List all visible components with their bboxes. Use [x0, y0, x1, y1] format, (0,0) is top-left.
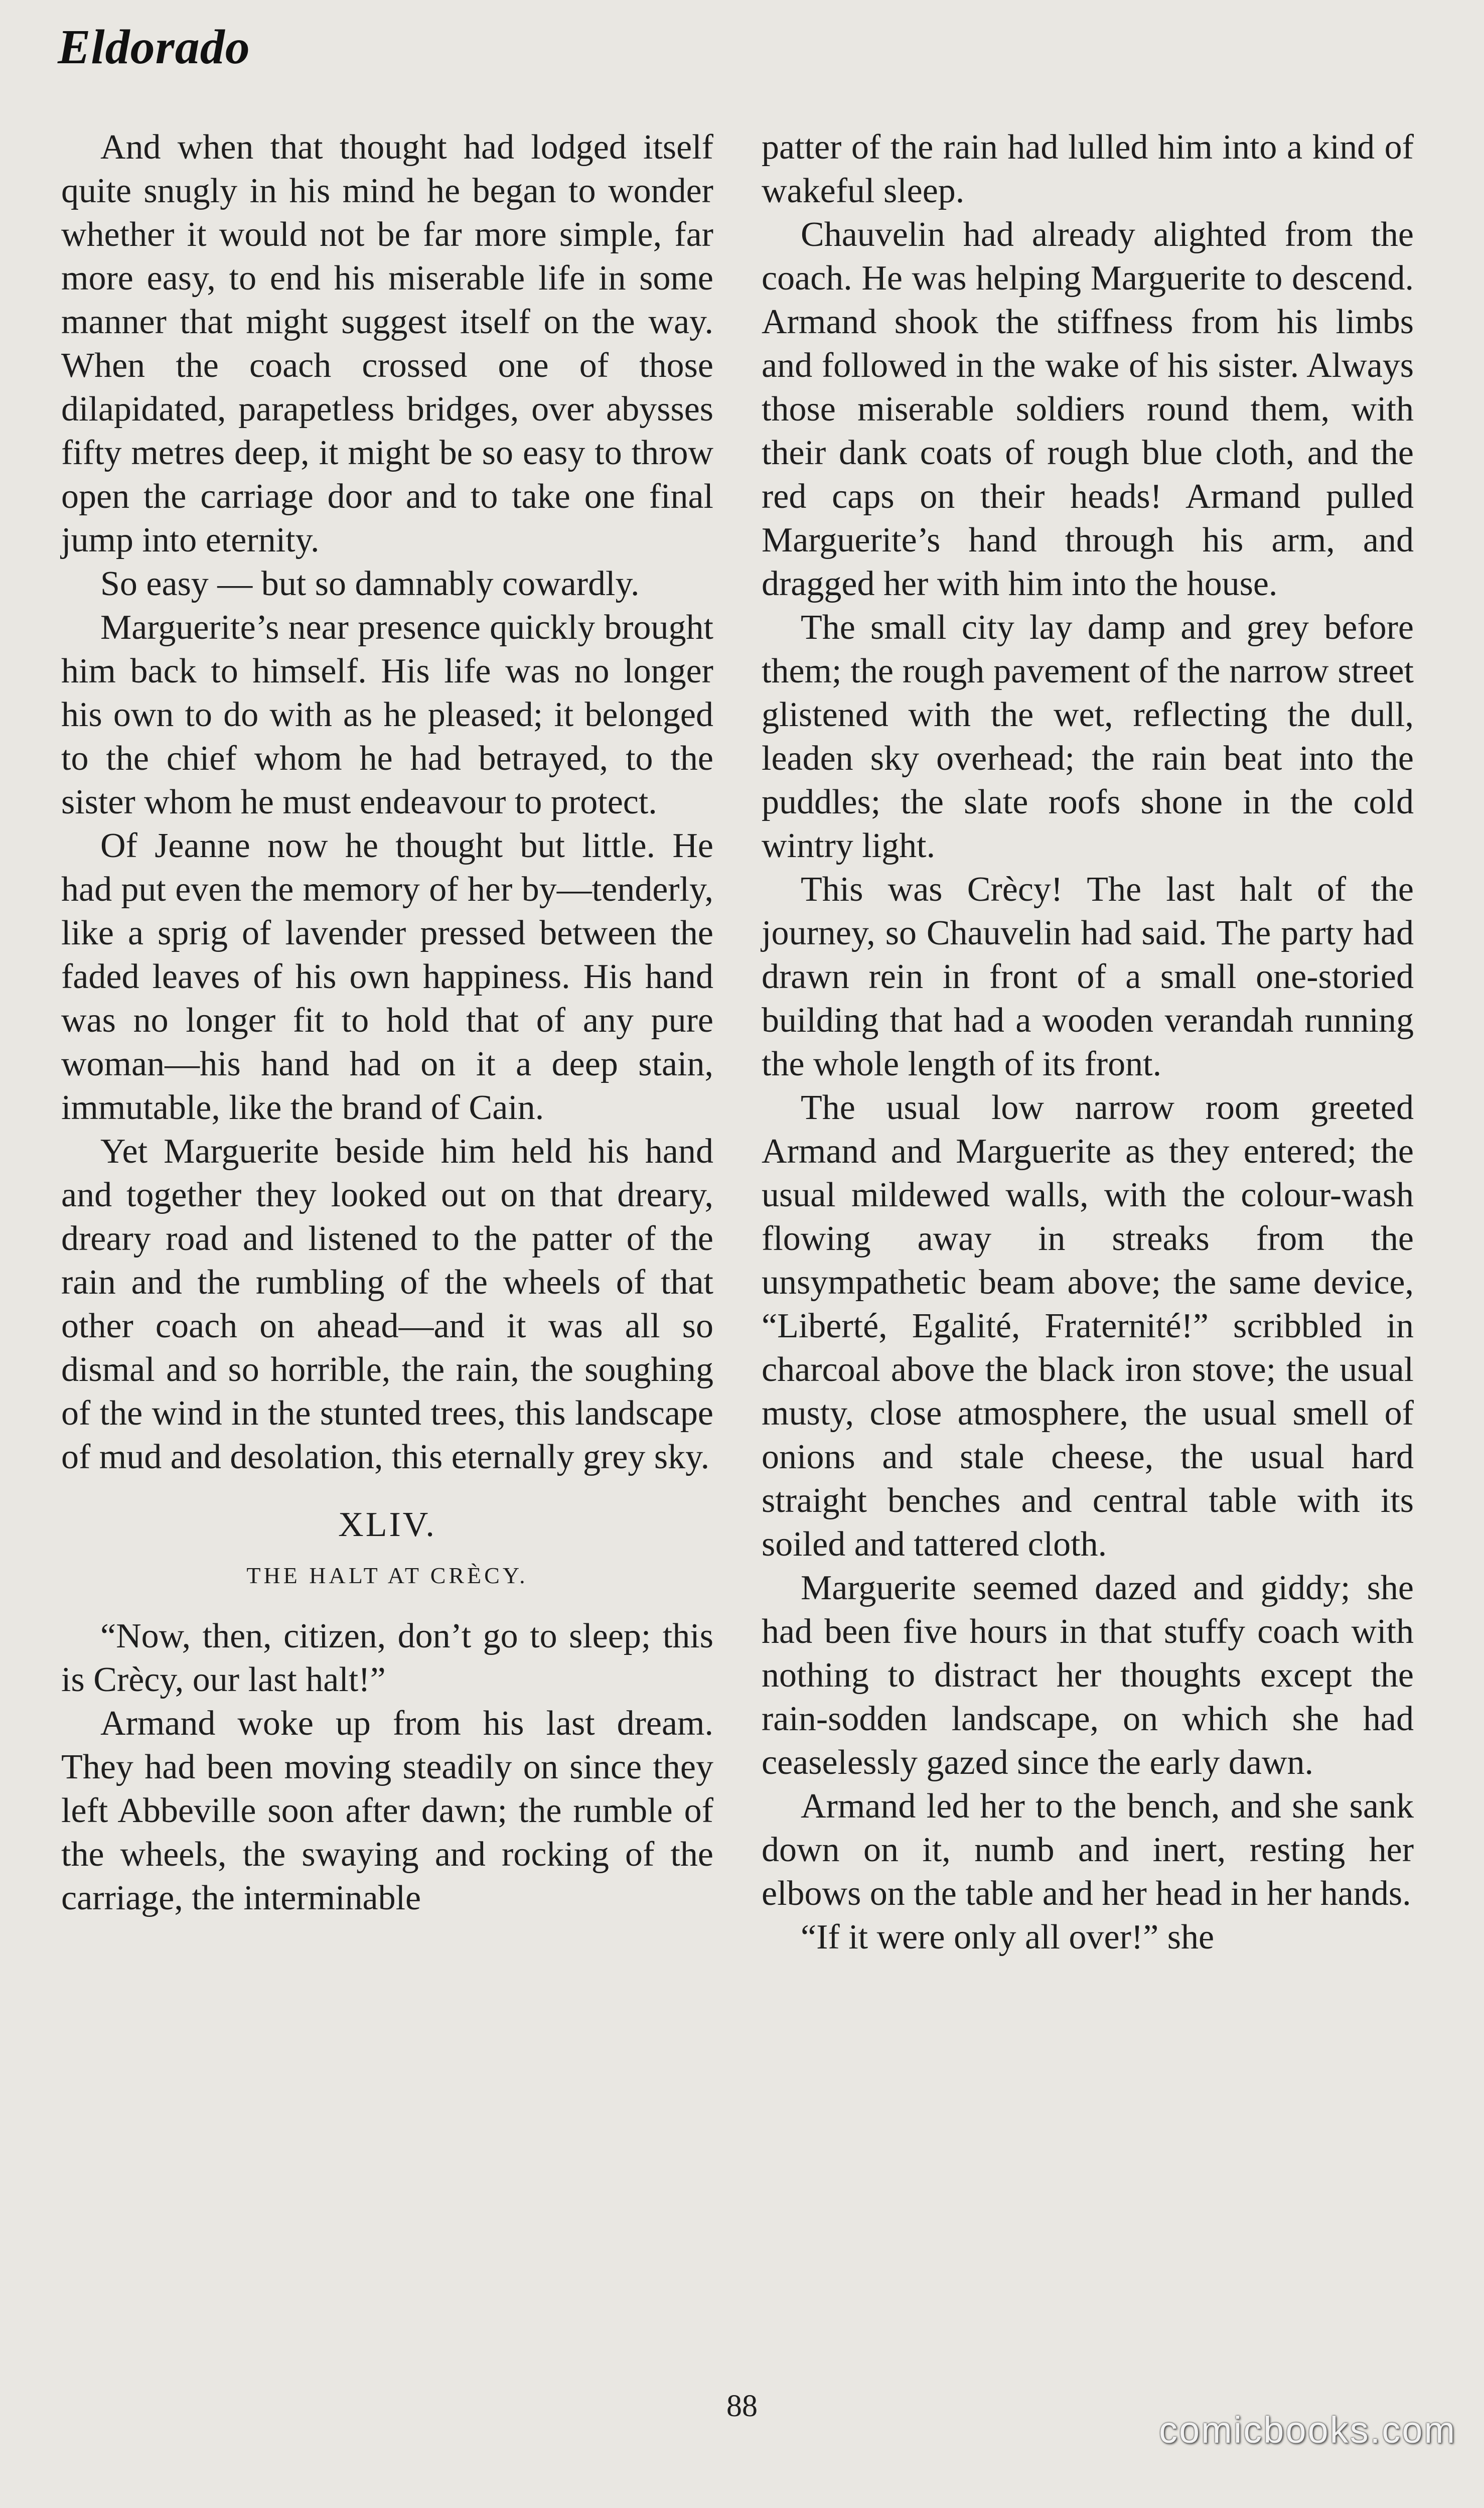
paragraph: “If it were only all over!” she	[801, 1918, 1215, 1957]
paragraph: The usual low narrow room greeted Armand and Marguerite as they entered; the usual mildewed walls, with the colour-wash flowing away in streaks from the unsympathetic beam above; the same device, “Liberté, Egalité, Fraternité!” scribbled in charcoal above the black iron stove; the usual musty, close atmosphere, the usual smell of onions and stale cheese, the usual hard straight benches and central table with its soiled and tattered cloth.	[762, 1088, 1414, 1564]
paragraph-continuation: patter of the rain had lulled him into a kind of wakeful sleep.	[762, 128, 1414, 210]
paragraph: And when that thought had lodged itself quite snugly in his mind he began to wonder whether it would not be far more simple, far more easy, to end his miserable life in some manner that might suggest itself on the way. When the coach crossed one of those dilapidated, parapetless bridges, over abysses fifty metres deep, it might be so easy to throw open the carriage door and to take one final jump into eternity.	[61, 128, 713, 560]
paragraph: This was Crècy! The last halt of the journey, so Chauvelin had said. The party had drawn rein in front of a small one-storied building that had a wooden verandah running the whole length of its front.	[762, 870, 1414, 1083]
chapter-title: THE HALT AT CRÈCY.	[246, 1563, 528, 1588]
watermark: comicbooks.com	[1158, 2409, 1456, 2451]
paragraph: Armand woke up from his last dream. They had been moving steadily on since they left Abbeville soon after dawn; the rumble of the wheels, the swaying and rocking of the carriage, the interminable	[61, 1704, 713, 1917]
paragraph: So easy — but so damnably cowardly.	[100, 565, 640, 603]
paragraph: Marguerite’s near presence quickly brought him back to himself. His life was no longer his own to do with as he pleased; it belonged to the chief whom he had betrayed, to the sister whom he must endeavour to protect.	[61, 608, 713, 821]
paragraph: The small city lay damp and grey before them; the rough pavement of the narrow street glistened with the wet, reflecting the dull, leaden sky overhead; the rain beat into the puddles; the slate roofs shone in the cold wintry light.	[762, 608, 1414, 865]
paragraph: Chauvelin had already alighted from the coach. He was helping Marguerite to descend. Armand shook the stiffness from his limbs and followed in the wake of his sister. Always those miserable soldiers round them, with their dank coats of rough blue cloth, and the red caps on their heads! Armand pulled Marguerite’s hand through his arm, and dragged her with him into the house.	[762, 215, 1414, 603]
paragraph: Marguerite seemed dazed and giddy; she had been five hours in that stuffy coach with nothing to distract her thoughts except the rain-sodden landscape, on which she had ceaselessly gazed since the early dawn.	[762, 1569, 1414, 1782]
paragraph: Yet Marguerite beside him held his hand and together they looked out on that dreary, dreary road and listened to the patter of the rain and the rumbling of the wheels of that other coach on ahead—and it was all so dismal and so horrible, the rain, the soughing of the wind in the stunted trees, this landscape of mud and desolation, this eternally grey sky.	[61, 1132, 713, 1476]
paragraph: Of Jeanne now he thought but little. He had put even the memory of her by—tenderly, like a sprig of lavender pressed between the faded leaves of his own happiness. His hand was no longer fit to hold that of any pure woman—his hand had on it a deep stain, immutable, like the brand of Cain.	[61, 826, 713, 1127]
left-column	[61, 125, 713, 1920]
paragraph: Armand led her to the bench, and she sank down on it, numb and inert, resting her elbows on the table and her head in her hands.	[762, 1787, 1414, 1913]
paragraph: “Now, then, citizen, don’t go to sleep; this is Crècy, our last halt!”	[61, 1617, 713, 1699]
running-header-title: Eldorado	[58, 20, 250, 74]
right-column	[762, 125, 1414, 1959]
page-number: 88	[726, 2389, 758, 2423]
chapter-number: XLIV.	[338, 1505, 436, 1544]
